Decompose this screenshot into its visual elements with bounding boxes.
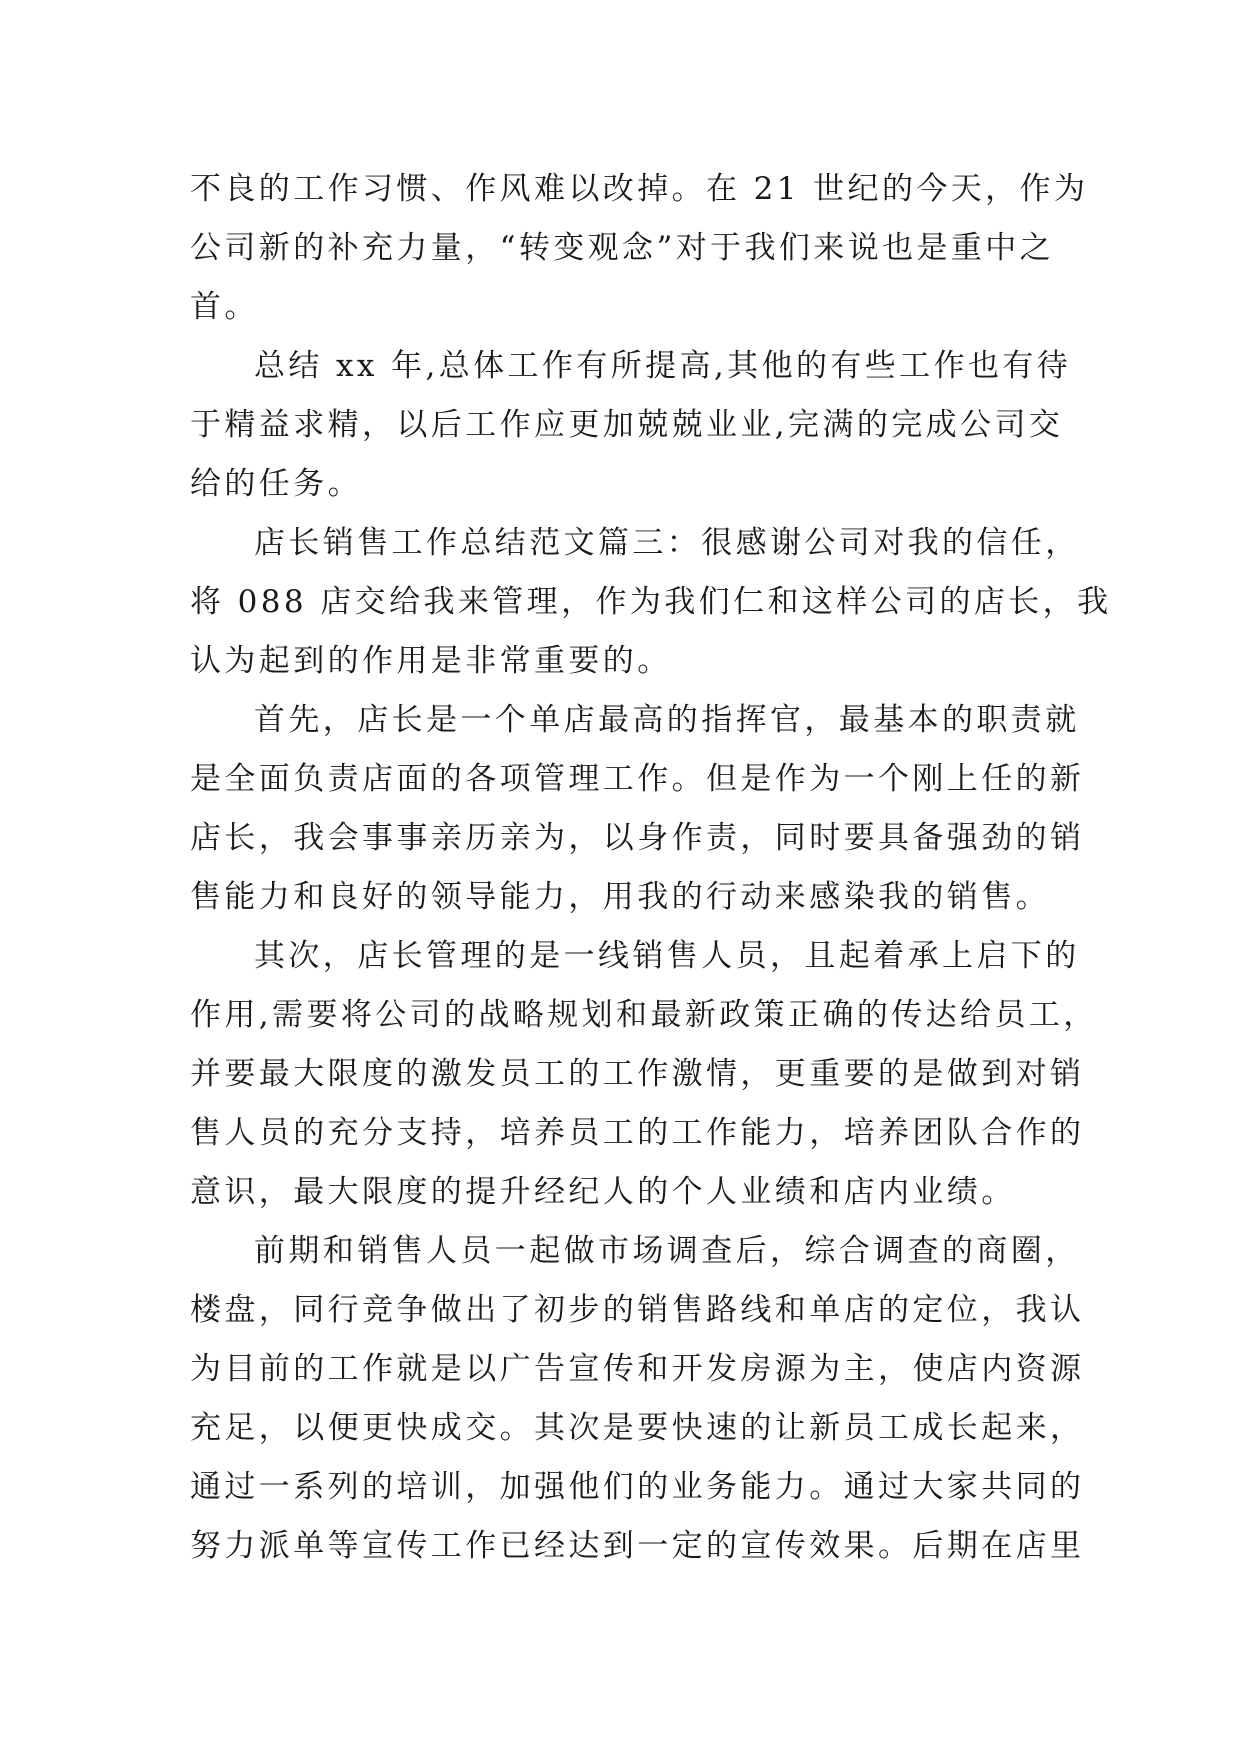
text-line: 不良的工作习惯、作风难以改掉。在 21 世纪的今天，作为 bbox=[190, 171, 1089, 207]
text-line: 作用,需要将公司的战略规划和最新政策正确的传达给员工， bbox=[190, 997, 1098, 1033]
text-line: 首。 bbox=[190, 289, 259, 325]
text-line: 努力派单等宣传工作已经达到一定的宣传效果。后期在店里 bbox=[190, 1528, 1085, 1564]
text-line: 店长销售工作总结范文篇三：很感谢公司对我的信任， bbox=[254, 525, 1080, 561]
text-line: 充足，以便更快成交。其次是要快速的让新员工成长起来， bbox=[190, 1410, 1085, 1446]
text-line: 为目前的工作就是以广告宣传和开发房源为主，使店内资源 bbox=[190, 1351, 1085, 1387]
text-line: 总结 xx 年,总体工作有所提高,其他的有些工作也有待 bbox=[254, 348, 1072, 384]
text-line: 售能力和良好的领导能力，用我的行动来感染我的销售。 bbox=[190, 879, 1050, 915]
text-line: 并要最大限度的激发员工的工作激情，更重要的是做到对销 bbox=[190, 1056, 1085, 1092]
text-line: 是全面负责店面的各项管理工作。但是作为一个刚上任的新 bbox=[190, 761, 1085, 797]
text-line: 售人员的充分支持，培养员工的工作能力，培养团队合作的 bbox=[190, 1115, 1085, 1151]
text-line: 店长，我会事事亲历亲为，以身作责，同时要具备强劲的销 bbox=[190, 820, 1085, 856]
text-line: 首先，店长是一个单店最高的指挥官，最基本的职责就 bbox=[254, 702, 1080, 738]
text-line: 给的任务。 bbox=[190, 466, 362, 502]
document-body bbox=[190, 160, 1112, 1576]
text-line: 意识，最大限度的提升经纪人的个人业绩和店内业绩。 bbox=[190, 1174, 1016, 1210]
text-line: 前期和销售人员一起做市场调查后，综合调查的商圈， bbox=[254, 1233, 1080, 1269]
text-line: 于精益求精，以后工作应更加兢兢业业,完满的完成公司交 bbox=[190, 407, 1064, 443]
text-line: 将 088 店交给我来管理，作为我们仁和这样公司的店长，我 bbox=[190, 584, 1112, 620]
text-line: 楼盘，同行竞争做出了初步的销售路线和单店的定位，我认 bbox=[190, 1292, 1085, 1328]
text-line: 其次，店长管理的是一线销售人员，且起着承上启下的 bbox=[254, 938, 1080, 974]
text-line: 通过一系列的培训，加强他们的业务能力。通过大家共同的 bbox=[190, 1469, 1085, 1505]
text-line: 公司新的补充力量，“转变观念”对于我们来说也是重中之 bbox=[190, 230, 1055, 266]
text-line: 认为起到的作用是非常重要的。 bbox=[190, 643, 672, 679]
